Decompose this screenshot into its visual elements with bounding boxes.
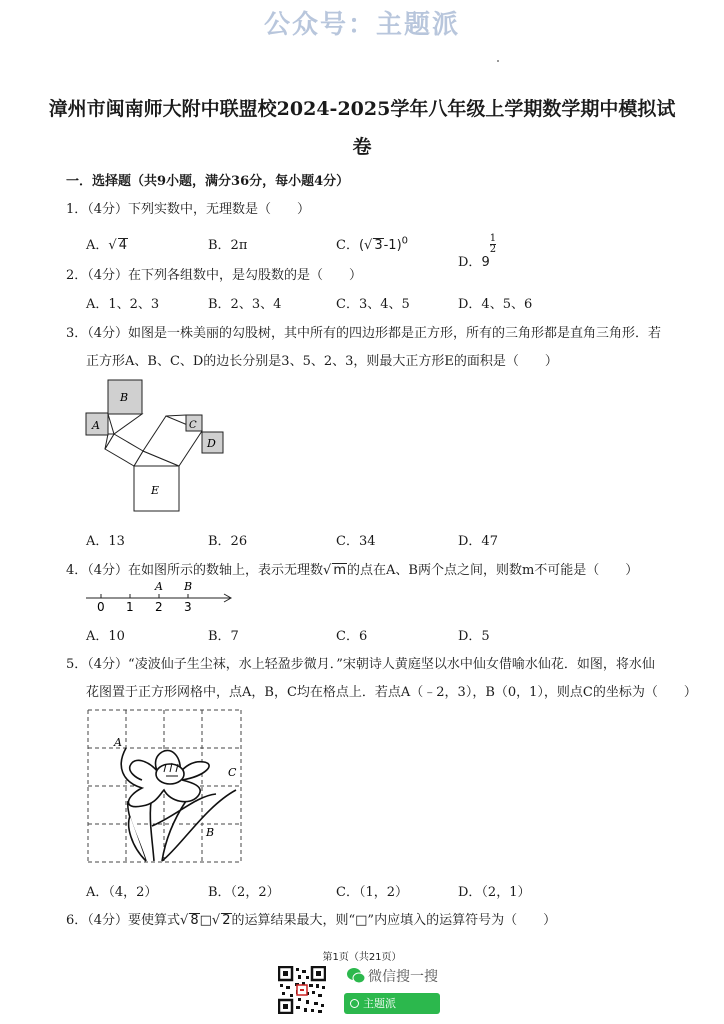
option-c: C．(√ 3-1)$^0$	[336, 235, 409, 253]
question-4-options	[86, 625, 666, 645]
question-6-box: □	[199, 913, 212, 928]
option-d-exponent	[490, 234, 496, 255]
option-a: A．（4，2）	[86, 885, 158, 900]
option-a-radicand: 4	[118, 238, 127, 253]
option-c-exponent: 0	[401, 235, 409, 247]
question-4-pre: 4．（4分）在如图所示的数轴上，表示无理数	[66, 563, 324, 578]
question-6-post: 的运算结果最大，则“□”内应填入的运算符号为（ ）	[231, 913, 557, 928]
question-1-stem: 1．（4分）下列实数中，无理数是（ ）	[66, 202, 311, 217]
watermark-text: 公众号：主题派	[263, 10, 460, 40]
option-a: A．13	[86, 534, 125, 549]
option-a: A．1、2、3	[86, 297, 160, 312]
option-d-exp-den: 2	[489, 244, 497, 255]
pythagoras-tree-figure	[80, 376, 230, 516]
question-2-stem: 2．（4分）在下列各组数中，是勾股数的是（ ）	[66, 268, 363, 283]
option-b: B．2、3、4	[208, 297, 282, 312]
option-d-prefix: D．	[458, 255, 482, 270]
question-3-options	[86, 530, 666, 550]
page-title-line2: 卷	[352, 136, 372, 158]
page-number: 第1页（共21页）	[322, 952, 402, 963]
option-b: B．2π	[208, 238, 248, 253]
point-label-a: A	[114, 736, 122, 749]
question-6-stem: 6．（4分）要使算式√ 8□√ 2的运算结果最大，则“□”内应填入的运算符号为（ ）	[66, 913, 557, 928]
number-line-figure	[84, 578, 244, 616]
option-c: C．6	[336, 629, 368, 644]
question-1-options	[86, 233, 666, 270]
option-d: D．（2，1）	[458, 885, 531, 900]
point-label-a: A	[155, 580, 163, 593]
wechat-search-label: 微信搜一搜	[368, 969, 438, 985]
question-6-pre: 6．（4分）要使算式	[66, 913, 181, 928]
tick-label-1: 1	[126, 600, 134, 614]
option-c-tail: -1)	[383, 238, 402, 253]
question-2-options	[86, 293, 666, 313]
option-c-prefix: C．	[336, 238, 359, 253]
option-d-base: 9	[481, 255, 490, 270]
daffodil-grid-figure	[86, 706, 246, 868]
point-label-b: B	[206, 826, 215, 839]
question-6-radicand-2: 2	[222, 913, 231, 928]
question-5-options	[86, 881, 666, 901]
stray-dot	[497, 60, 499, 62]
label-d: D	[207, 437, 216, 450]
option-b: B．26	[208, 534, 248, 549]
label-b: B	[120, 391, 129, 404]
connector-line	[166, 415, 186, 416]
tick-label-2: 2	[155, 600, 163, 614]
option-c: C．34	[336, 534, 376, 549]
question-3-line2: 正方形A、B、C、D的边长分别是3、5、2、3，则最大正方形E的面积是（ ）	[86, 354, 558, 369]
label-c: C	[189, 420, 197, 431]
option-c-radicand: 3	[374, 238, 383, 253]
section-heading: 一．选择题（共9小题，满分36分，每小题4分）	[66, 174, 350, 189]
option-a-prefix: A．	[86, 238, 109, 253]
point-label-c: C	[228, 766, 237, 779]
question-5-line2: 花图置于正方形网格中，点A，B，C均在格点上．若点A（﹣2，3），B（0，1），则点C的坐标为（ ）	[86, 685, 697, 700]
page-title: 漳州市闽南师大附中联盟校2024-2025学年八年级上学期数学期中模拟试	[48, 98, 676, 120]
tick-label-3: 3	[184, 600, 192, 614]
option-d: D．5	[458, 629, 490, 644]
search-button-label: 主题派	[363, 997, 396, 1010]
point-label-b: B	[184, 580, 193, 593]
wechat-icon	[346, 967, 366, 985]
tick-label-0: 0	[97, 600, 105, 614]
option-c-lparen: (	[358, 238, 365, 253]
option-d: D．47	[458, 534, 498, 549]
question-6-radicand-1: 8	[190, 913, 199, 928]
option-a: A．10	[86, 629, 125, 644]
search-icon	[350, 999, 359, 1008]
label-a: A	[92, 419, 100, 432]
option-c: C．3、4、5	[336, 297, 410, 312]
option-b: B．（2，2）	[208, 885, 280, 900]
option-b: B．7	[208, 629, 239, 644]
label-e: E	[151, 484, 160, 497]
option-c: C．（1，2）	[336, 885, 408, 900]
option-a: A．√ 4	[86, 238, 127, 253]
question-4-stem: 4．（4分）在如图所示的数轴上，表示无理数√ m的点在A、B两个点之间，则数m不可能是（ ）	[66, 563, 639, 578]
flower-drawing	[121, 748, 236, 861]
triangle-ab	[108, 414, 142, 434]
question-4-radicand: m	[333, 563, 347, 578]
option-d: D．4、5、6	[458, 297, 533, 312]
question-4-post: 的点在A、B两个点之间，则数m不可能是（ ）	[347, 563, 639, 578]
question-5-line1: 5．（4分）“凌波仙子生尘袜，水上轻盈步微月．”宋朝诗人黄庭坚以水中仙女借喻水仙花．如图，将水仙	[66, 657, 655, 672]
question-3-line1: 3．（4分）如图是一株美丽的勾股树，其中所有的四边形都是正方形，所有的三角形都是直角三角形．若	[66, 326, 662, 341]
search-button[interactable]	[344, 993, 440, 1014]
qr-code-icon	[278, 966, 326, 1014]
option-d-exp-num: 1	[489, 233, 497, 244]
